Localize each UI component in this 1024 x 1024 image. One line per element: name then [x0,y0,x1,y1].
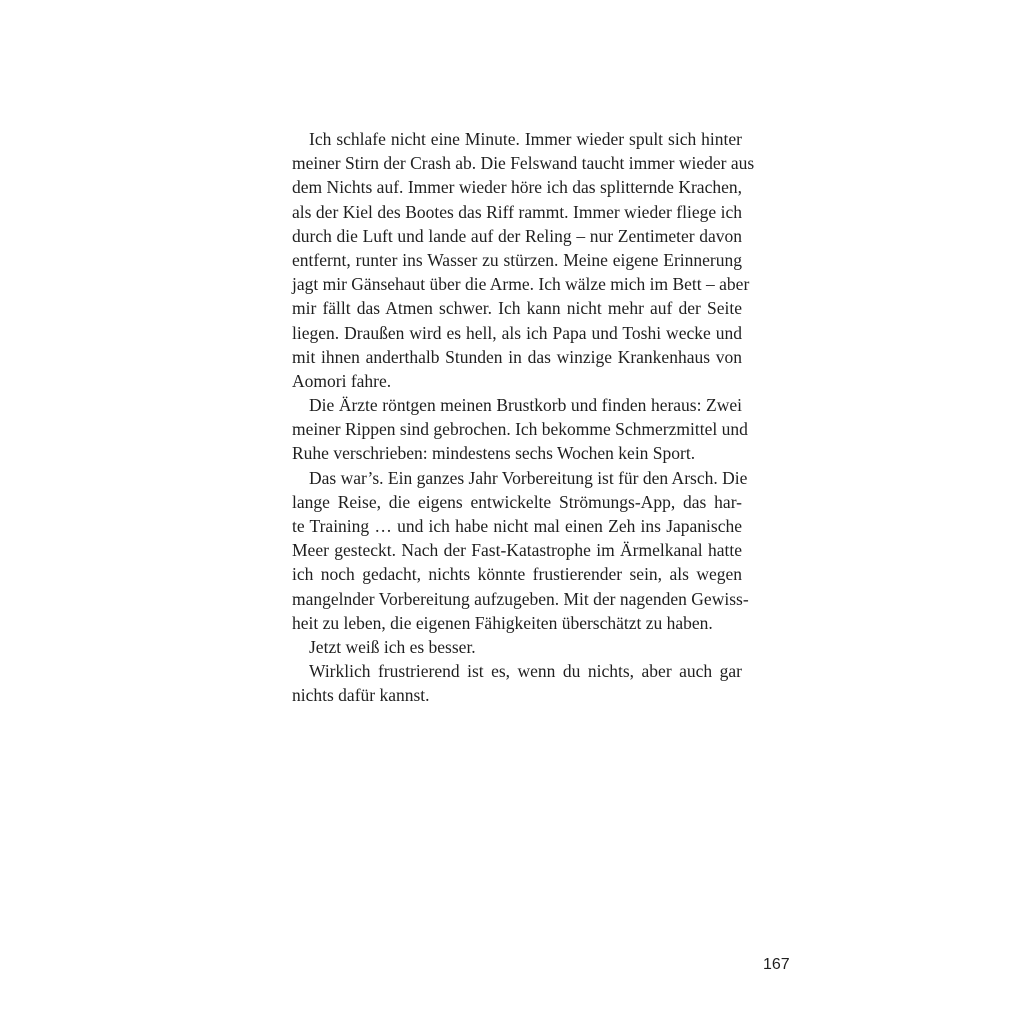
text-line: durch die Luft und lande auf der Reling – nur Zentimeter davon [292,225,742,246]
page-number: 167 [763,956,790,973]
paragraph-4 [275,635,742,659]
text-line: Jetzt weiß ich es besser. [309,636,476,657]
text-line: mangelnder Vorbereitung aufzugeben. Mit der nagenden Gewiss- [292,588,749,609]
text-line: Aomori fahre. [292,370,392,391]
text-line: Ruhe verschrieben: mindestens sechs Wochen kein Sport. [292,443,696,464]
text-line: Wirklich frustrierend ist es, wenn du nichts, aber auch gar [309,661,742,682]
text-line: jagt mir Gänsehaut über die Arme. Ich wälze mich im Bett – aber [292,274,750,295]
paragraph-2 [275,393,748,466]
text-line: mit ihnen anderthalb Stunden in das winzige Krankenhaus von [292,346,742,367]
text-line: liegen. Draußen wird es hell, als ich Papa und Toshi wecke und [292,322,742,343]
body-text [275,127,755,708]
text-line: meiner Stirn der Crash ab. Die Felswand taucht immer wieder aus [292,153,755,174]
text-line: heit zu leben, die eigenen Fähigkeiten überschätzt zu haben. [292,612,713,633]
text-line: Ich schlafe nicht eine Minute. Immer wieder spult sich hinter [309,129,742,149]
text-line: te Training … und ich habe nicht mal einen Zeh ins Japanische [292,516,742,536]
text-line: meiner Rippen sind gebrochen. Ich bekomme Schmerzmittel und [292,419,748,440]
text-line: Meer gesteckt. Nach der Fast-Katastrophe im Ärmelkanal hatte [292,540,742,561]
text-line: ich noch gedacht, nichts könnte frustierender sein, als wegen [292,564,742,585]
paragraph-1 [275,127,755,393]
text-line: dem Nichts auf. Immer wieder höre ich das splitternde Krachen, [292,177,742,198]
paragraph-5 [275,659,742,707]
text-line: lange Reise, die eigens entwickelte Strömungs-App, das har- [292,491,742,512]
paragraph-3 [275,466,749,635]
text-line: Das war’s. Ein ganzes Jahr Vorbereitung ist für den Arsch. Die [309,467,748,488]
text-line: Die Ärzte röntgen meinen Brustkorb und finden heraus: Zwei [309,395,742,416]
text-line: nichts dafür kannst. [292,685,430,706]
text-line: als der Kiel des Bootes das Riff rammt. Immer wieder fliege ich [292,201,742,222]
text-line: mir fällt das Atmen schwer. Ich kann nicht mehr auf der Seite [292,298,742,319]
text-line: entfernt, runter ins Wasser zu stürzen. Meine eigene Erinnerung [292,249,742,270]
